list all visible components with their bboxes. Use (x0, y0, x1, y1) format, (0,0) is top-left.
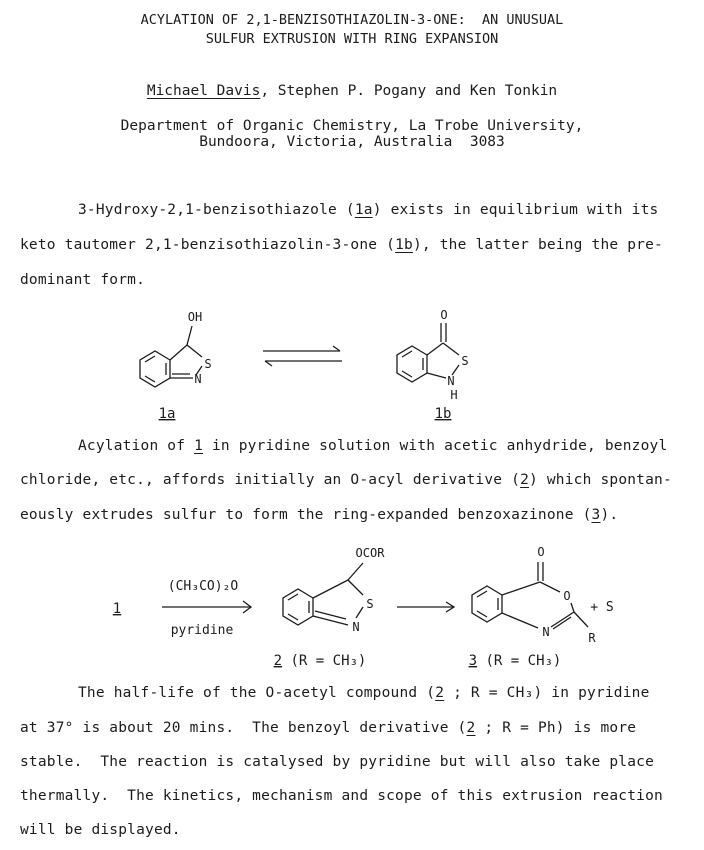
label-s: S (461, 354, 469, 368)
paragraph-1-line-3: dominant form. (20, 272, 146, 288)
label-r: R (588, 631, 596, 645)
structure-3 (472, 545, 596, 645)
paragraph-3-line-4: thermally. The kinetics, mechanism and scope of this extrusion reaction (20, 788, 663, 804)
text: Acylation of (78, 438, 195, 454)
text: in pyridine solution with acetic anhydride, benzoyl (203, 438, 668, 454)
author-underlined: Michael Davis (146, 83, 261, 99)
reagent-pyridine: pyridine (170, 623, 234, 638)
paragraph-3-line-3: stable. The reaction is catalysed by pyridine but will also take place (20, 754, 655, 770)
compound-ref-2: 2 (435, 685, 445, 701)
text: ) which spontan- (529, 472, 672, 488)
text: The half-life of the O-acetyl compound ( (78, 685, 436, 701)
text: ; R = CH₃) in pyridine (444, 685, 650, 701)
affiliation-line-1: Department of Organic Chemistry, La Trobe University, (120, 118, 584, 134)
label-n: N (447, 374, 455, 388)
caption-1b: 1b (434, 406, 452, 422)
caption-2: 2 (R = CH₃) (273, 653, 367, 669)
compound-ref-2: 2 (466, 720, 476, 736)
text: ). (600, 507, 619, 523)
label-oh: OH (187, 310, 203, 324)
compound-ref-2: 2 (520, 472, 530, 488)
label-o-carbonyl: O (537, 545, 545, 559)
compound-ref-1a: 1a (354, 202, 373, 218)
label-ocor: OCOR (355, 546, 385, 560)
affiliation-line-2: Bundoora, Victoria, Australia 3083 (199, 134, 505, 150)
text: keto tautomer 2,1-benzisothiazolin-3-one ( (20, 237, 396, 253)
label-o: O (440, 308, 448, 322)
authors-rest: , Stephen P. Pogany and Ken Tonkin (260, 83, 558, 99)
label-s: S (366, 597, 374, 611)
label-n: N (352, 620, 360, 634)
label-s: S (204, 357, 212, 371)
text: at 37° is about 20 mins. The benzoyl derivative ( (20, 720, 467, 736)
byproduct-sulfur: + S (590, 600, 614, 615)
text: ), the latter being the pre- (412, 237, 663, 253)
title-line-2: SULFUR EXTRUSION WITH RING EXPANSION (205, 31, 499, 47)
title-line-1: ACYLATION OF 2,1-BENZISOTHIAZOLIN-3-ONE: AN UNUSUAL (140, 12, 564, 28)
text: 3-Hydroxy-2,1-benzisothiazole ( (78, 202, 355, 218)
paragraph-3-line-5: will be displayed. (20, 822, 181, 838)
caption-1a: 1a (158, 406, 176, 422)
text: ; R = Ph) is more (475, 720, 637, 736)
compound-ref-1b: 1b (395, 237, 413, 253)
label-o-ring: O (563, 589, 571, 603)
start-compound-1: 1 (112, 601, 122, 617)
label-h: H (450, 388, 458, 402)
text: chloride, etc., affords initially an O-acyl derivative ( (20, 472, 521, 488)
label-n: N (542, 625, 550, 639)
structure-2 (283, 546, 385, 634)
text: eously extrudes sulfur to form the ring-expanded benzoxazinone ( (20, 507, 592, 523)
caption-3: 3 (R = CH₃) (468, 653, 562, 669)
label-n: N (194, 372, 202, 386)
compound-ref-1: 1 (194, 438, 204, 454)
compound-ref-3: 3 (591, 507, 601, 523)
text: ) exists in equilibrium with its (372, 202, 659, 218)
reagent-acetic-anhydride: (CH₃CO)₂O (167, 579, 239, 594)
